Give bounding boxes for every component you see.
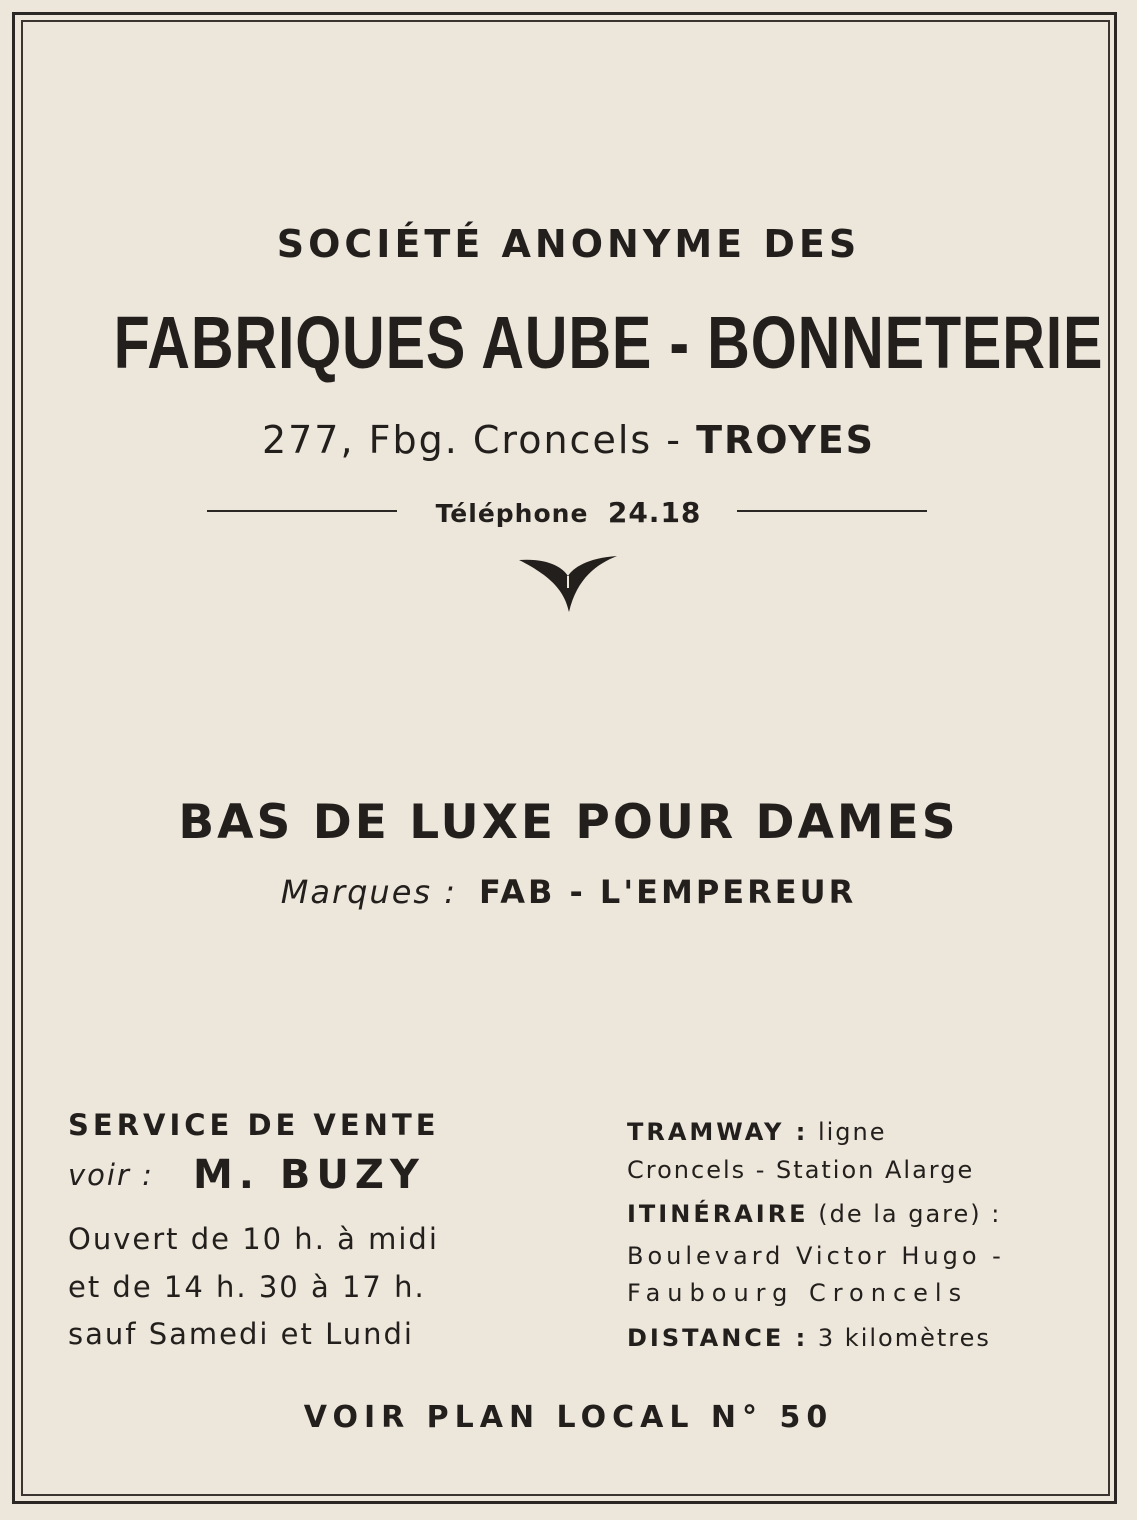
address-city: TROYES — [696, 418, 876, 462]
distance-line — [627, 1324, 991, 1352]
phone-label: Téléphone — [435, 499, 589, 528]
divider-right — [737, 510, 927, 512]
sales-contact-line — [68, 1152, 425, 1198]
company-name: FABRIQUES AUBE - BONNETERIE — [113, 301, 1104, 384]
voir-label: voir : — [68, 1158, 154, 1192]
tramway-label: TRAMWAY : — [627, 1118, 809, 1146]
itineraire-text: (de la gare) : — [818, 1200, 1002, 1228]
tramway-line — [627, 1118, 887, 1146]
phone-number: 24.18 — [607, 496, 702, 529]
hours-line-3: sauf Samedi et Lundi — [68, 1317, 414, 1351]
brands-label: Marques : — [280, 873, 458, 911]
itineraire-street-2: Faubourg Croncels — [627, 1279, 969, 1307]
local-plan-reference: VOIR PLAN LOCAL N° 50 — [303, 1400, 834, 1435]
distance-text: 3 kilomètres — [817, 1324, 991, 1352]
sales-contact-name: M. BUZY — [193, 1152, 425, 1198]
address-street: 277, Fbg. Croncels - — [261, 418, 697, 462]
phone-line — [0, 496, 1137, 529]
brands-names: FAB - L'EMPEREUR — [479, 873, 857, 911]
brands-line — [0, 873, 1137, 911]
itineraire-label: ITINÉRAIRE — [627, 1200, 809, 1228]
tramway-station: Croncels - Station Alarge — [627, 1156, 975, 1184]
company-type-line: SOCIÉTÉ ANONYME DES — [276, 222, 861, 266]
sales-service-title: SERVICE DE VENTE — [68, 1108, 440, 1142]
address-line — [0, 418, 1137, 462]
triangle-ornament-icon — [519, 554, 617, 614]
hours-line-1: Ouvert de 10 h. à midi — [68, 1222, 439, 1256]
hours-line-2: et de 14 h. 30 à 17 h. — [68, 1270, 426, 1304]
distance-label: DISTANCE : — [627, 1324, 809, 1352]
itineraire-street-1: Boulevard Victor Hugo - — [627, 1242, 1005, 1270]
itineraire-line — [627, 1200, 1001, 1228]
product-headline: BAS DE LUXE POUR DAMES — [178, 795, 959, 850]
tramway-text: ligne — [817, 1118, 887, 1146]
